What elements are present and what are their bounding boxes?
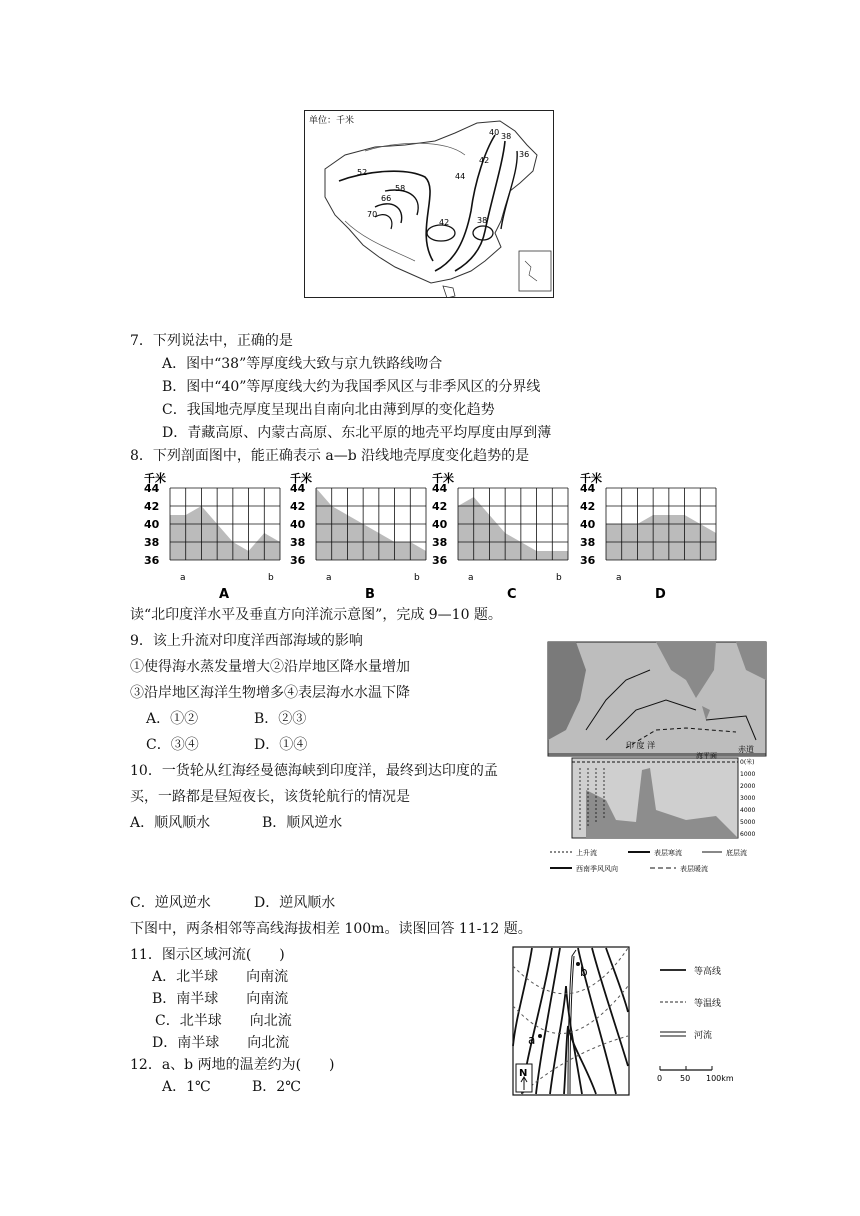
q8-unit-label: 千米 <box>580 472 602 485</box>
depth-tick: 3000 <box>740 795 756 802</box>
q8-profile-area <box>606 515 716 560</box>
contour-label: 42 <box>479 156 490 165</box>
legend-sw-monsoon: 西南季风风向 <box>576 865 618 873</box>
q8-profile-panels <box>140 470 720 606</box>
q8-panel-d <box>580 471 716 602</box>
q8-unit-label: 千米 <box>144 472 166 485</box>
q8-panel-label: C <box>507 587 517 602</box>
scale-100: 100km <box>706 1074 734 1083</box>
q8-panel-c <box>432 471 568 602</box>
q12-stem: 12．a、b 两地的温差约为( ) <box>130 1057 335 1073</box>
q8-b-label: b <box>556 573 562 583</box>
legend-isotherm: 等温线 <box>694 999 722 1009</box>
depth-tick: 5000 <box>740 819 756 826</box>
contour-label: 58 <box>395 184 406 193</box>
q8-panel-label: B <box>365 587 375 602</box>
q8-tick-label: 42 <box>432 500 448 513</box>
contour-label: 40 <box>489 128 500 137</box>
q11-option-c: C．北半球 向北流 <box>155 1013 292 1029</box>
q10-option-d: D．逆风顺水 <box>254 895 336 911</box>
legend-contour: 等高线 <box>694 967 722 977</box>
contour-map-figure <box>512 946 774 1096</box>
north-label: N <box>519 1068 528 1079</box>
q8-tick-label: 40 <box>580 518 596 531</box>
q9-option-d: D．①④ <box>254 737 308 753</box>
q8-tick-label: 36 <box>432 554 448 567</box>
q8-a-label: a <box>180 573 186 583</box>
q8-profile-area <box>170 506 280 560</box>
legend-bottom-current: 底层流 <box>726 849 747 857</box>
contour-label: 44 <box>455 172 466 181</box>
contour-label: 36 <box>519 150 530 159</box>
contour-label: 52 <box>357 168 368 177</box>
q8-tick-label: 38 <box>290 536 306 549</box>
q8-tick-label: 36 <box>580 554 596 567</box>
q8-profiles-svg <box>140 470 720 606</box>
q8-unit-label: 千米 <box>432 472 454 485</box>
q8-tick-label: 44 <box>432 482 448 495</box>
intro-9-10: 读“北印度洋水平及垂直方向洋流示意图”，完成 9—10 题。 <box>130 607 502 623</box>
q9-option-a: A．①② <box>146 711 199 727</box>
q12-option-b: B．2℃ <box>252 1079 301 1095</box>
q7-option-b: B．图中“40”等厚度线大约为我国季风区与非季风区的分界线 <box>162 379 541 395</box>
q8-panel-a <box>144 471 280 602</box>
q8-b-label: b <box>268 573 274 583</box>
ocean-svg <box>546 640 768 874</box>
depth-tick: 1000 <box>740 771 756 778</box>
legend-upwelling: 上升流 <box>576 849 597 857</box>
q8-a-label: a <box>326 573 332 583</box>
q8-tick-label: 44 <box>290 482 306 495</box>
q7-stem: 7．下列说法中，正确的是 <box>130 333 293 349</box>
q8-unit-label: 千米 <box>290 472 312 485</box>
contour-svg <box>512 946 774 1096</box>
q8-tick-label: 38 <box>144 536 160 549</box>
q10-stem-1: 10．一货轮从红海经曼德海峡到印度洋，最终到达印度的孟 <box>130 763 498 779</box>
q8-tick-label: 38 <box>432 536 448 549</box>
q8-a-label: a <box>468 573 474 583</box>
depth-tick: 4000 <box>740 807 756 814</box>
ocean-name-label: 印 度 洋 <box>626 741 656 750</box>
q8-b-label: b <box>414 573 420 583</box>
indian-ocean-currents-figure <box>546 640 768 874</box>
legend-cold-current: 表层寒流 <box>654 849 682 857</box>
q9-statements-2: ③沿岸地区海洋生物增多④表层海水水温下降 <box>130 685 410 701</box>
q8-tick-label: 42 <box>580 500 596 513</box>
q9-stem: 9．该上升流对印度洋西部海域的影响 <box>130 633 363 649</box>
q8-tick-label: 42 <box>144 500 160 513</box>
q8-tick-label: 38 <box>580 536 596 549</box>
q9-option-c: C．③④ <box>146 737 199 753</box>
q8-tick-label: 44 <box>580 482 596 495</box>
q11-option-d: D．南半球 向北流 <box>152 1035 290 1051</box>
q7-option-c: C．我国地壳厚度呈现出自南向北由薄到厚的变化趋势 <box>162 402 495 418</box>
crust-thickness-map <box>304 110 554 298</box>
q8-a-label: a <box>616 573 622 583</box>
q11-option-a: A．北半球 向南流 <box>152 969 289 985</box>
contour-label: 38 <box>477 216 488 225</box>
q8-tick-label: 40 <box>432 518 448 531</box>
q10-stem-2: 买，一路都是昼短夜长，该货轮航行的情况是 <box>130 789 410 805</box>
contour-label: 66 <box>381 194 392 203</box>
q7-option-a: A．图中“38”等厚度线大致与京九铁路线吻合 <box>162 356 443 372</box>
q8-tick-label: 36 <box>290 554 306 567</box>
depth-unit: 0(米) <box>740 759 755 766</box>
q8-panel-label: D <box>655 587 666 602</box>
depth-tick: 2000 <box>740 783 756 790</box>
q11-option-b: B．南半球 向南流 <box>152 991 289 1007</box>
q7-option-d: D．青藏高原、内蒙古高原、东北平原的地壳平均厚度由厚到薄 <box>162 425 552 441</box>
contour-label: 70 <box>367 210 378 219</box>
q8-tick-label: 36 <box>144 554 160 567</box>
q12-option-a: A．1℃ <box>162 1079 211 1095</box>
contour-label: 42 <box>439 218 450 227</box>
scale-0: 0 <box>657 1074 663 1083</box>
q8-panel-label: A <box>219 587 230 602</box>
scale-50: 50 <box>680 1074 691 1083</box>
q8-profile-area <box>458 497 568 560</box>
q8-tick-label: 44 <box>144 482 160 495</box>
point-a-label: a <box>528 1033 536 1047</box>
q8-stem: 8．下列剖面图中，能正确表示 a—b 沿线地壳厚度变化趋势的是 <box>130 448 530 464</box>
sea-level-label: 海平面 <box>696 752 717 760</box>
q9-statements-1: ①使得海水蒸发量增大②沿岸地区降水量增加 <box>130 659 410 675</box>
q8-panel-b <box>290 471 426 602</box>
contour-label: 38 <box>501 132 512 141</box>
q8-tick-label: 42 <box>290 500 306 513</box>
q10-option-c: C．逆风逆水 <box>130 895 211 911</box>
intro-11-12: 下图中，两条相邻等高线海拔相差 100m。读图回答 11-12 题。 <box>130 921 532 937</box>
q11-stem: 11．图示区域河流( ) <box>130 947 285 963</box>
q8-tick-label: 40 <box>290 518 306 531</box>
q10-option-a: A．顺风顺水 <box>130 815 211 831</box>
q9-option-b: B．②③ <box>254 711 307 727</box>
crust-map-svg <box>305 111 553 297</box>
legend-warm-current: 表层暖流 <box>680 865 708 873</box>
q8-tick-label: 40 <box>144 518 160 531</box>
map-unit-label: 单位：千米 <box>309 116 355 126</box>
point-b-label: b <box>580 965 588 979</box>
equator-label: 赤道 <box>738 745 754 754</box>
q10-option-b: B．顺风逆水 <box>262 815 343 831</box>
depth-tick: 6000 <box>740 831 756 838</box>
legend-river: 河流 <box>694 1031 713 1041</box>
